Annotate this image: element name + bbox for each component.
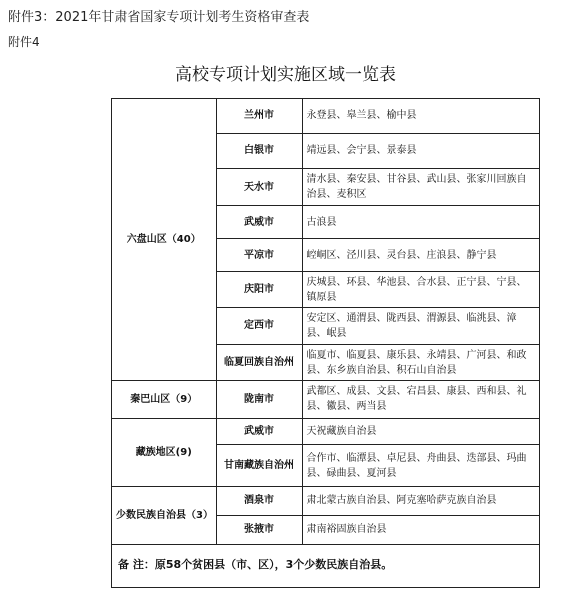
counties-cell: 临夏市、临夏县、康乐县、永靖县、广河县、和政县、东乡族自治县、积石山自治县 (302, 345, 539, 381)
table-row (112, 381, 539, 418)
city-cell: 平凉市 (216, 239, 302, 272)
city-cell: 张掖市 (216, 515, 302, 544)
city-cell: 甘南藏族自治州 (216, 445, 302, 486)
counties-cell: 肃北蒙古族自治县、阿克塞哈萨克族自治县 (302, 486, 539, 515)
attachment-label: 附件4 (8, 35, 40, 49)
counties-cell: 肃南裕固族自治县 (302, 515, 539, 544)
counties-cell: 清水县、秦安县、甘谷县、武山县、张家川回族自治县、麦积区 (302, 168, 539, 205)
region-cell: 少数民族自治县（3） (112, 486, 216, 544)
city-cell: 白银市 (216, 133, 302, 168)
region-cell: 六盘山区（40） (112, 99, 216, 381)
city-cell: 兰州市 (216, 99, 302, 133)
counties-cell: 靖远县、会宁县、景泰县 (302, 133, 539, 168)
counties-cell: 天祝藏族自治县 (302, 418, 539, 445)
table-note: 备 注：原58个贫困县（市、区），3个少数民族自治县。 (118, 558, 393, 571)
city-cell: 临夏回族自治州 (216, 345, 302, 381)
region-cell: 秦巴山区（9） (112, 381, 216, 418)
counties-cell: 崆峒区、泾川县、灵台县、庄浪县、静宁县 (302, 239, 539, 272)
city-cell: 定西市 (216, 307, 302, 344)
table-row (112, 486, 539, 515)
counties-cell: 永登县、皋兰县、榆中县 (302, 99, 539, 133)
region-cell: 藏族地区(9) (112, 418, 216, 486)
city-cell: 武威市 (216, 418, 302, 445)
counties-cell: 庆城县、环县、华池县、合水县、正宁县、宁县、镇原县 (302, 272, 539, 307)
counties-cell: 合作市、临潭县、卓尼县、舟曲县、迭部县、玛曲县、碌曲县、夏河县 (302, 445, 539, 486)
counties-cell: 安定区、通渭县、陇西县、渭源县、临洮县、漳县、岷县 (302, 307, 539, 344)
city-cell: 酒泉市 (216, 486, 302, 515)
table-row (112, 99, 539, 133)
region-table (112, 99, 539, 545)
region-table-frame (111, 98, 540, 588)
counties-cell: 古浪县 (302, 206, 539, 239)
page-title: 附件3：2021年甘肃省国家专项计划考生资格审查表 (8, 10, 310, 25)
city-cell: 庆阳市 (216, 272, 302, 307)
document-title: 高校专项计划实施区域一览表 (175, 65, 396, 85)
city-cell: 武威市 (216, 206, 302, 239)
city-cell: 陇南市 (216, 381, 302, 418)
counties-cell: 武都区、成县、文县、宕昌县、康县、西和县、礼县、徽县、两当县 (302, 381, 539, 418)
city-cell: 天水市 (216, 168, 302, 205)
table-row (112, 418, 539, 445)
